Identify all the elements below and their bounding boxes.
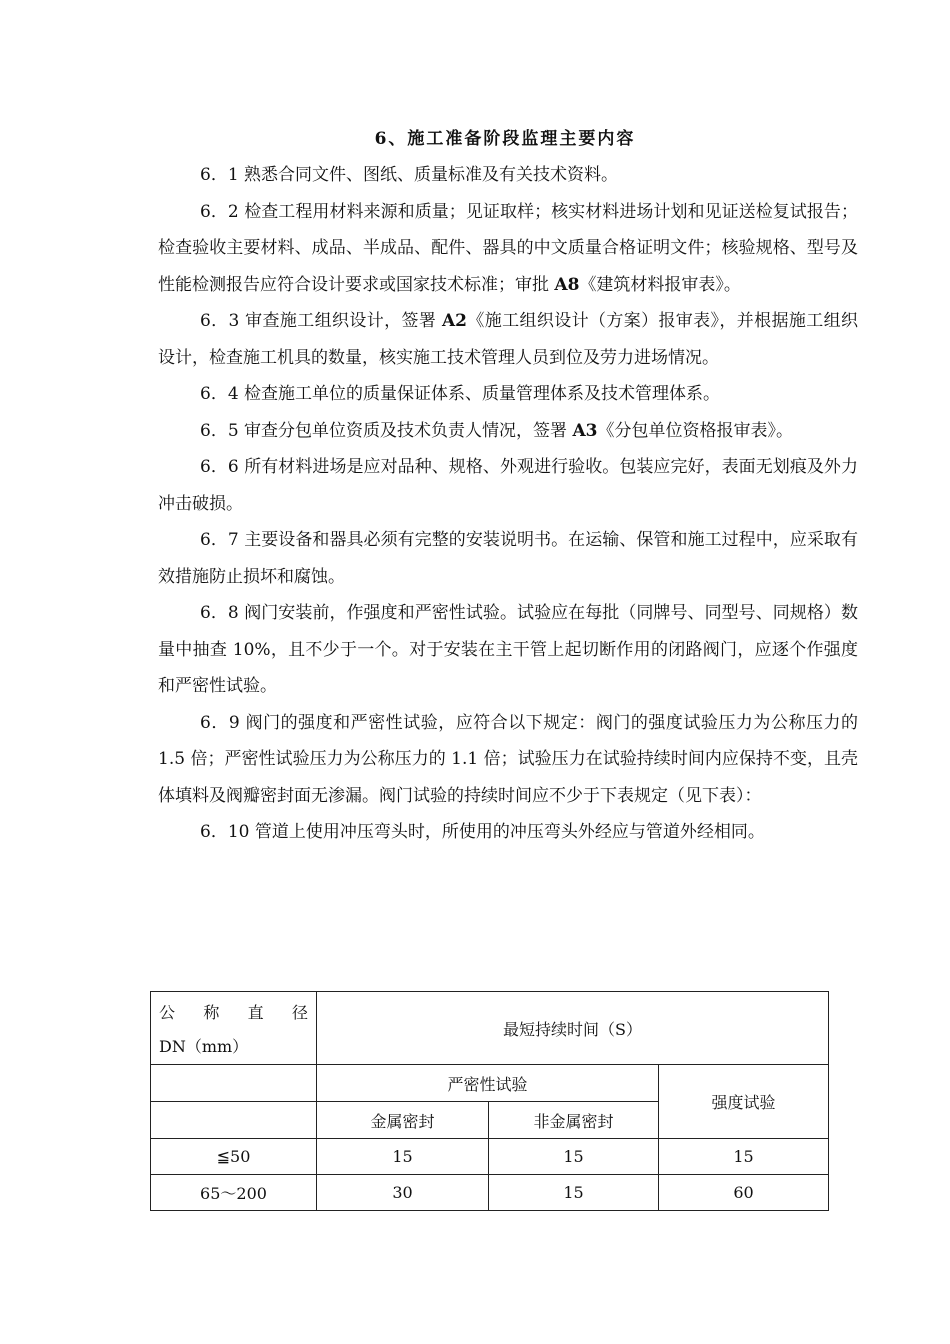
nonmetal-seal-cell: 15 [489, 1175, 659, 1211]
nominal-diameter-header [151, 992, 317, 1065]
dn-header-char: 公 [159, 1003, 176, 1022]
dn-cell: ≦50 [151, 1139, 317, 1175]
form-code-a3: A3 [572, 420, 598, 441]
empty-header-cell [151, 1065, 317, 1102]
strength-cell: 15 [659, 1139, 829, 1175]
form-code-a8: A8 [554, 274, 580, 295]
dn-header-char: 直 [247, 1003, 264, 1022]
paragraph-6-9: 6．9 阀门的强度和严密性试验，应符合以下规定：阀门的强度试验压力为公称压力的 1.5 倍；严密性试验压力为公称压力的 1.1 倍；试验压力在试验持续时间内应保持不变，且壳体填料及阀瓣密封面无渗漏。阀门试验的持续时间应不少于下表规定（见下表）： [158, 712, 858, 806]
metal-seal-cell: 30 [317, 1175, 489, 1211]
paragraph-6-1: 6．1 熟悉合同文件、图纸、质量标准及有关技术资料。 [200, 165, 619, 185]
paragraph-6-2-text-b: 《建筑材料报审表》。 [579, 274, 741, 295]
paragraph-6-4: 6．4 检查施工单位的质量保证体系、质量管理体系及技术管理体系。 [200, 384, 721, 404]
paragraph-6-5 [158, 413, 858, 450]
nonmetal-seal-cell: 15 [489, 1139, 659, 1175]
paragraph-6-3-text-a: 6．3 审查施工组织设计，签署 [200, 311, 442, 331]
empty-header-cell [151, 1102, 317, 1139]
min-duration-header: 最短持续时间（S） [317, 992, 829, 1065]
form-code-a2: A2 [441, 311, 468, 331]
tightness-test-header: 严密性试验 [317, 1065, 659, 1102]
paragraph-6-5-text-b: 《分包单位资格报审表》。 [597, 420, 793, 441]
paragraph-6-5-text-a: 6．5 审查分包单位资质及技术负责人情况，签署 [200, 420, 573, 441]
dn-cell: 65～200 [151, 1175, 317, 1211]
paragraph-6-10: 6．10 管道上使用冲压弯头时，所使用的冲压弯头外经应与管道外经相同。 [200, 822, 765, 842]
table-header-row-2 [151, 1065, 829, 1102]
paragraph-6-3 [158, 303, 858, 376]
paragraph-6-6: 6．6 所有材料进场是应对品种、规格、外观进行验收。包装应完好，表面无划痕及外力冲击破损。 [158, 457, 858, 514]
dn-unit-label: DN（mm） [159, 1037, 249, 1056]
paragraph-6-3-text-b: 《施工组织设计（方案）报审表》，并根据施工组织设计，检查施工机具的数量，核实施工技术管理人员到位及劳力进场情况。 [158, 311, 858, 368]
body-text [158, 157, 858, 851]
metal-seal-header: 金属密封 [317, 1102, 489, 1139]
dn-header-char: 称 [203, 1003, 220, 1022]
section-title: 6、施工准备阶段监理主要内容 [374, 129, 636, 149]
valve-test-duration-table [150, 991, 829, 1211]
paragraph-6-2 [158, 194, 858, 304]
paragraph-6-2-text-a: 6．2 检查工程用材料来源和质量；见证取样；核实材料进场计划和见证送检复试报告；检查验收主要材料、成品、半成品、配件、器具的中文质量合格证明文件；核验规格、型号及性能检测报告应符合设计要求或国家技术标准；审批 [158, 201, 858, 295]
paragraph-6-8: 6．8 阀门安装前，作强度和严密性试验。试验应在每批（同牌号、同型号、同规格）数量中抽查 10%，且不少于一个。对于安装在主干管上起切断作用的闭路阀门，应逐个作强度和严密性试验。 [158, 603, 858, 696]
nonmetal-seal-header: 非金属密封 [489, 1102, 659, 1139]
metal-seal-cell: 15 [317, 1139, 489, 1175]
strength-test-header: 强度试验 [659, 1065, 829, 1139]
paragraph-6-7: 6．7 主要设备和器具必须有完整的安装说明书。在运输、保管和施工过程中，应采取有效措施防止损坏和腐蚀。 [158, 530, 858, 587]
dn-header-char: 径 [291, 1003, 308, 1022]
table-row [151, 1175, 829, 1211]
table-row [151, 1139, 829, 1175]
table-header-row-1 [151, 992, 829, 1065]
strength-cell: 60 [659, 1175, 829, 1211]
nominal-diameter-label [159, 996, 308, 1030]
